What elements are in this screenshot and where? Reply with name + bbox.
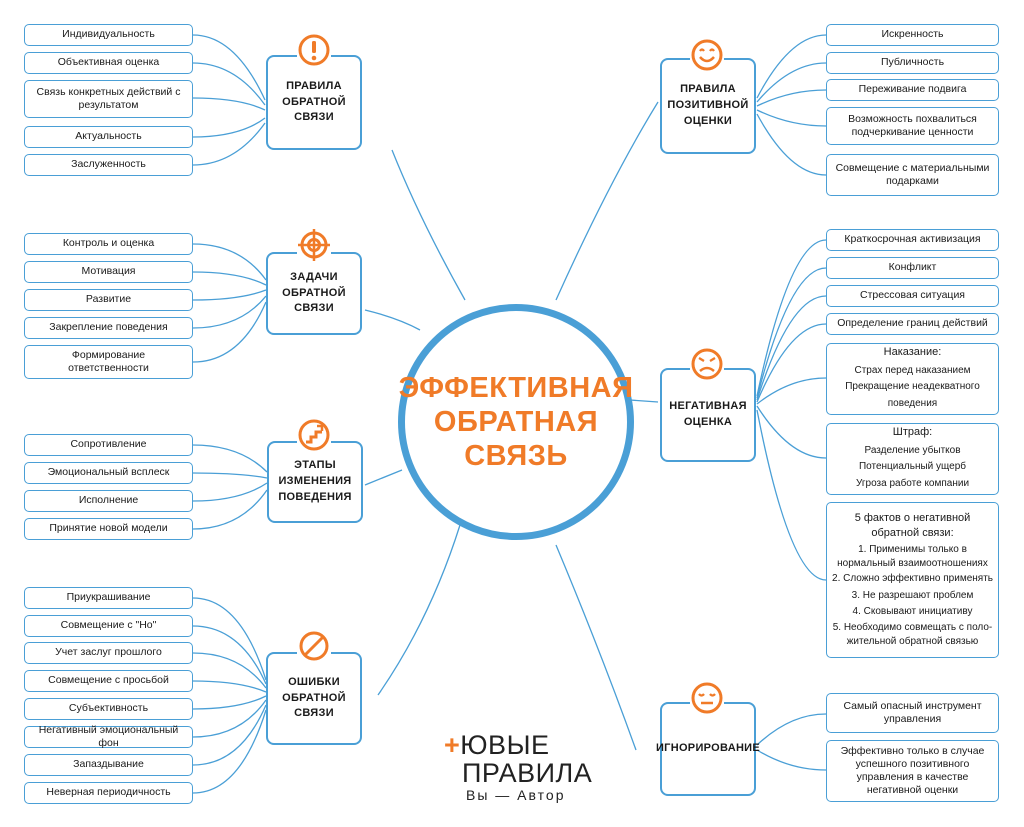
- smile-icon: [690, 38, 724, 72]
- tasks-item-responsibility: Формирование ответственности: [24, 345, 193, 379]
- logo-plus: +: [444, 730, 461, 760]
- logo-line-2: ПРАВИЛА: [462, 758, 593, 788]
- hub-negative-line-2: ОЦЕНКА: [683, 416, 733, 428]
- target-icon: [297, 228, 331, 262]
- positive-item-sincerity: Искренность: [826, 24, 999, 46]
- tasks-item-reinforce: Закрепление поведения: [24, 317, 193, 339]
- tasks-item-control: Контроль и оценка: [24, 233, 193, 255]
- rules-item-link-actions: Связь конкретных действий с результатом: [24, 80, 193, 118]
- facts-title: 5 фактов о негативной обратной связи:: [854, 512, 971, 539]
- hub-errors-line-2: ОБРАТНОЙ: [282, 691, 346, 704]
- stages-item-emotional: Эмоциональный всплеск: [24, 462, 193, 484]
- hub-ignoring-line-1: ИГНОРИРОВАНИЕ: [655, 742, 761, 755]
- stages-item-acceptance: Принятие новой модели: [24, 518, 193, 540]
- hub-rules-line-3: СВЯЗИ: [294, 111, 334, 124]
- stages-item-resistance: Сопротивление: [24, 434, 193, 456]
- rules-item-deserved: Заслуженность: [24, 154, 193, 176]
- punishment-title: Наказание:: [883, 345, 942, 358]
- negative-item-stress: Стрессовая ситуация: [826, 285, 999, 307]
- logo-line-1: ЮВЫЕ: [460, 730, 550, 760]
- angry-face-icon: [690, 347, 724, 381]
- stages-item-execution: Исполнение: [24, 490, 193, 512]
- punishment-line: поведения: [887, 397, 938, 409]
- logo-tagline: Вы — Автор: [466, 787, 566, 804]
- positive-item-feat: Переживание подвига: [826, 79, 999, 101]
- ignoring-item-dangerous: Самый опасный инструмент управления: [826, 693, 999, 733]
- errors-item-embellish: Приукрашивание: [24, 587, 193, 609]
- hub-errors-line-1: ОШИБКИ: [288, 675, 340, 688]
- center-line-1: ЭФФЕКТИВНАЯ: [398, 371, 634, 404]
- ignoring-item-effective: Эффективно только в случае успешного позитивного управления в качестве негативной оценки: [826, 740, 999, 802]
- hub-stages: [267, 441, 363, 523]
- errors-item-delay: Запаздывание: [24, 754, 193, 776]
- stairs-icon: [297, 418, 331, 452]
- errors-item-past: Учет заслуг прошлого: [24, 642, 193, 664]
- positive-item-gifts: Совмещение с материальными подарками: [826, 154, 999, 196]
- negative-fine-box: [826, 423, 999, 495]
- punishment-line: Прекращение неадекватного: [845, 381, 980, 393]
- hub-negative-line-1: НЕГАТИВНАЯ: [669, 400, 747, 413]
- positive-item-boast: Возможность похвалиться подчеркивание ценности: [826, 107, 999, 145]
- hub-positive-line-1: ПРАВИЛА: [680, 83, 736, 96]
- hub-errors-line-3: СВЯЗИ: [294, 707, 334, 720]
- facts-line: 2. Сложно эффективно применять: [832, 573, 993, 585]
- negative-item-boundaries: Определение границ действий: [826, 313, 999, 335]
- exclamation-icon: [297, 33, 331, 67]
- brand-logo: [444, 732, 594, 803]
- hub-tasks-line-1: ЗАДАЧИ: [290, 270, 338, 283]
- errors-item-periodicity: Неверная периодичность: [24, 782, 193, 804]
- hub-stages-line-2: ИЗМЕНЕНИЯ: [278, 475, 352, 488]
- hub-tasks-line-3: СВЯЗИ: [294, 302, 334, 315]
- hub-positive: [660, 58, 756, 154]
- hub-negative: [660, 368, 756, 462]
- errors-item-negative-bg: Негативный эмоциональный фон: [24, 726, 193, 748]
- facts-line: 1. Применимы только в нормальный взаимоотношениях: [837, 544, 988, 570]
- negative-facts-box: [826, 502, 999, 658]
- positive-item-publicity: Публичность: [826, 52, 999, 74]
- negative-punishment-box: [826, 343, 999, 415]
- central-topic: [398, 304, 634, 540]
- errors-item-subjectivity: Субъективность: [24, 698, 193, 720]
- neutral-face-icon: [690, 681, 724, 715]
- negative-item-activation: Краткосрочная активизация: [826, 229, 999, 251]
- negative-item-conflict: Конфликт: [826, 257, 999, 279]
- fine-line: Разделение убытков: [864, 444, 961, 456]
- rules-item-individuality: Индивидуальность: [24, 24, 193, 46]
- hub-rules-line-1: ПРАВИЛА: [286, 79, 342, 92]
- hub-errors: [266, 652, 362, 745]
- errors-item-request: Совмещение с просьбой: [24, 670, 193, 692]
- rules-item-relevance: Актуальность: [24, 126, 193, 148]
- fine-title: Штраф:: [892, 425, 933, 438]
- hub-tasks-line-2: ОБРАТНОЙ: [282, 286, 346, 299]
- center-line-3: СВЯЗЬ: [464, 440, 568, 473]
- errors-item-but: Совмещение с "Но": [24, 615, 193, 637]
- facts-line: 3. Не разрешают проблем: [851, 589, 974, 601]
- hub-stages-line-3: ПОВЕДЕНИЯ: [278, 490, 352, 503]
- punishment-line: Страх перед наказанием: [854, 364, 971, 376]
- hub-positive-line-3: ОЦЕНКИ: [683, 114, 733, 127]
- fine-line: Угроза работе компании: [855, 477, 970, 489]
- hub-stages-line-1: ЭТАПЫ: [294, 459, 336, 472]
- hub-tasks: [266, 252, 362, 335]
- prohibited-icon: [297, 629, 331, 663]
- hub-positive-line-2: ПОЗИТИВНОЙ: [667, 99, 749, 112]
- center-line-2: ОБРАТНАЯ: [433, 405, 599, 438]
- facts-line: 5. Необходимо совмещать с поло-жительной обратной связью: [832, 621, 993, 647]
- fine-line: Потенциальный ущерб: [858, 461, 967, 473]
- hub-ignoring: [655, 702, 761, 796]
- rules-item-objective: Объективная оценка: [24, 52, 193, 74]
- tasks-item-development: Развитие: [24, 289, 193, 311]
- facts-line: 4. Сковывают инициативу: [852, 606, 973, 618]
- hub-rules: [266, 55, 362, 150]
- tasks-item-motivation: Мотивация: [24, 261, 193, 283]
- hub-rules-line-2: ОБРАТНОЙ: [282, 95, 346, 108]
